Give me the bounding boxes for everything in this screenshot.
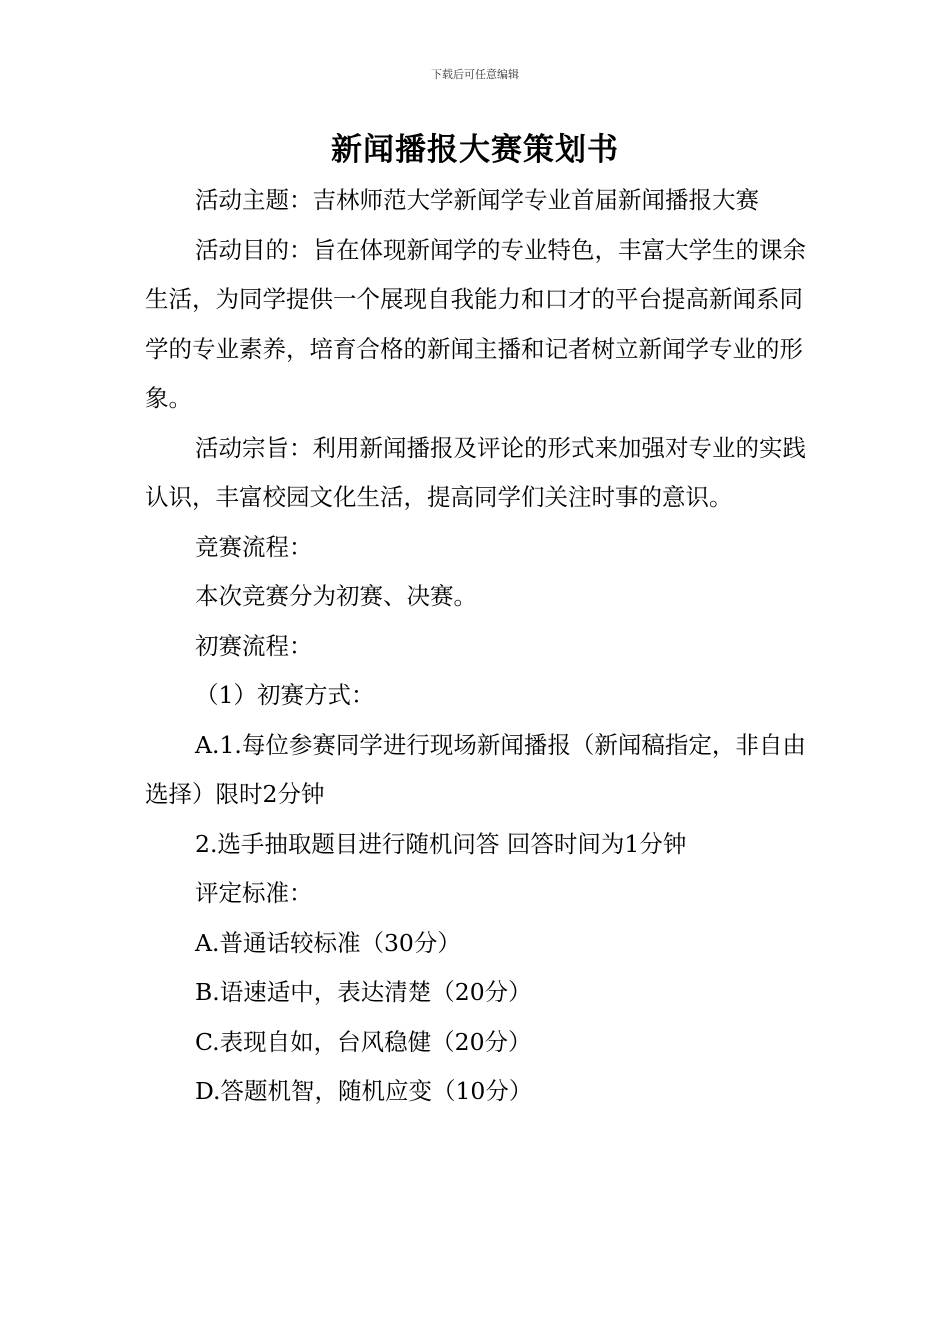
- paragraph-aim: 活动宗旨：利用新闻播报及评论的形式来加强对专业的实践认识，丰富校园文化生活，提高同学们关注时事的意识。: [145, 433, 806, 511]
- paragraph-process-heading: 竞赛流程：: [195, 532, 313, 561]
- paragraph-criterion-a: A.普通话较标准（30分）: [195, 928, 461, 957]
- paragraph-theme: 活动主题：吉林师范大学新闻学专业首届新闻播报大赛: [195, 186, 759, 214]
- paragraph-criterion-d: D.答题机智，随机应变（10分）: [195, 1077, 533, 1105]
- paragraph-prelim-method: （1）初赛方式：: [195, 681, 375, 709]
- paragraph-prelim-heading: 初赛流程：: [195, 631, 313, 660]
- paragraph-item-2: 2.选手抽取题目进行随机问答 回答时间为1分钟: [195, 829, 687, 858]
- paragraph-item-a1: A.1.每位参赛同学进行现场新闻播报（新闻稿指定，非自由选择）限时2分钟: [145, 730, 806, 808]
- paragraph-stages: 本次竞赛分为初赛、决赛。: [195, 582, 477, 610]
- paragraph-criterion-c: C.表现自如，台风稳健（20分）: [195, 1027, 532, 1056]
- paragraph-criterion-b: B.语速适中，表达清楚（20分）: [195, 978, 532, 1006]
- paragraph-criteria-heading: 评定标准：: [195, 879, 313, 907]
- page-header-note: 下载后可任意编辑: [431, 68, 519, 81]
- document-title: 新闻播报大赛策划书: [331, 132, 619, 168]
- paragraph-purpose: 活动目的：旨在体现新闻学的专业特色，丰富大学生的课余生活，为同学提供一个展现自我能力和口才的平台提高新闻系同学的专业素养，培育合格的新闻主播和记者树立新闻学专业的形象。: [145, 235, 806, 412]
- document-body: [145, 176, 807, 1117]
